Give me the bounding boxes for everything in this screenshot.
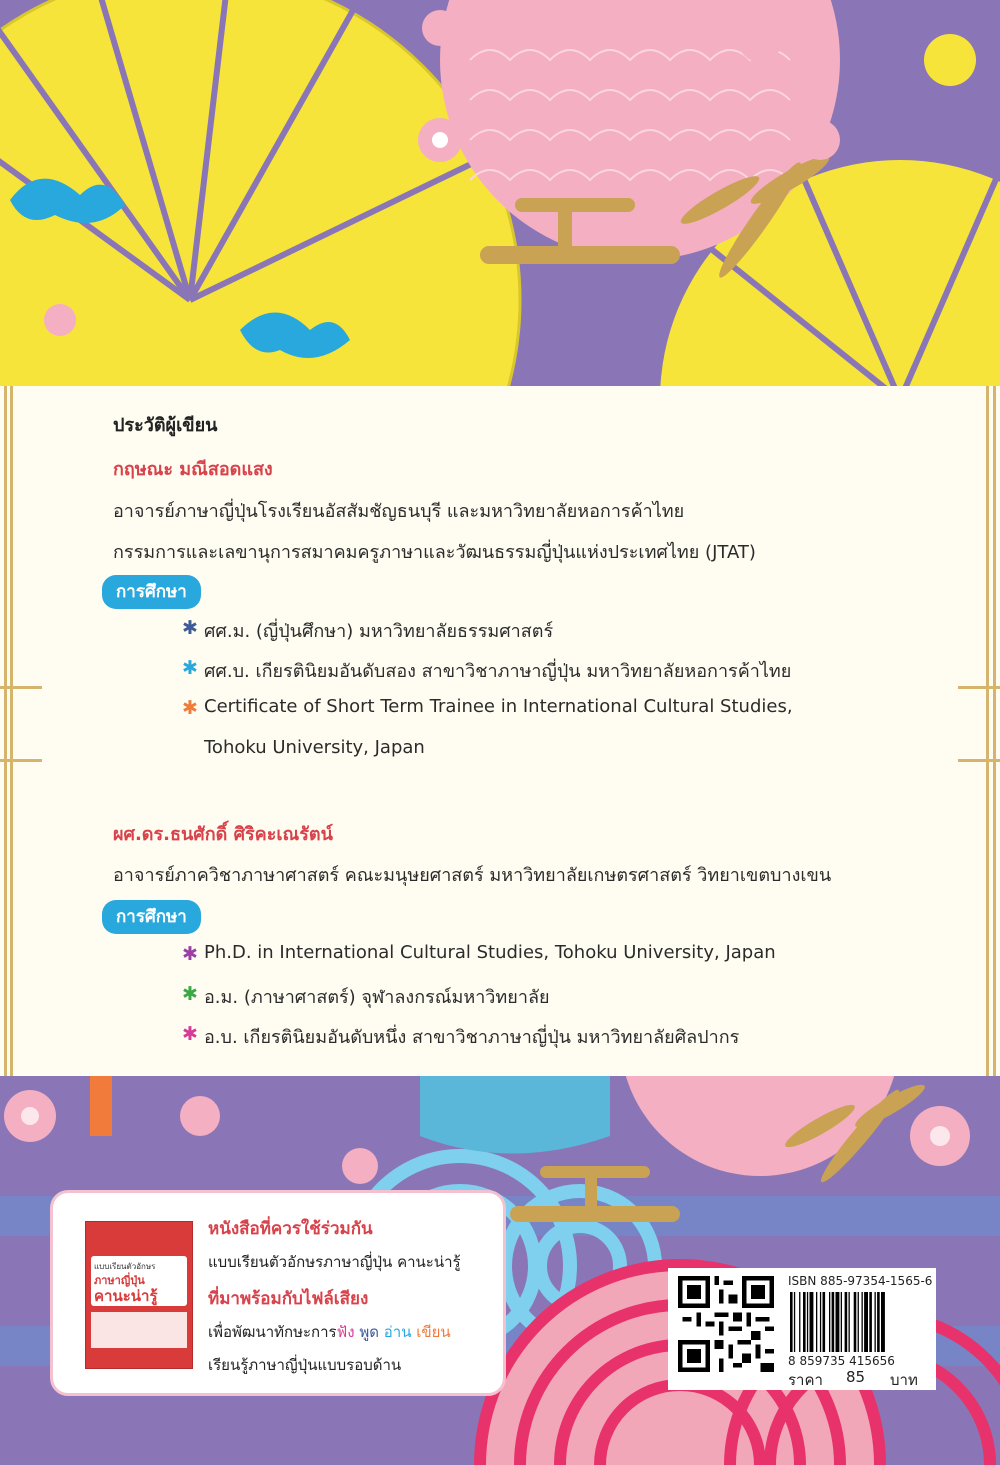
barcode-bar xyxy=(841,1292,842,1352)
asterisk-bullet-icon: ✱ xyxy=(182,617,198,639)
barcode-bar xyxy=(823,1292,826,1352)
companion-book-promo xyxy=(50,1190,506,1396)
promo-title-1: หนังสือที่ควรใช้ร่วมกัน xyxy=(208,1219,373,1239)
asterisk-bullet-icon: ✱ xyxy=(182,657,198,679)
bio-heading: ประวัติผู้เขียน xyxy=(113,415,218,436)
barcode-bar xyxy=(864,1292,868,1352)
barcode-bar xyxy=(832,1292,835,1352)
author-name-1: กฤษณะ มณีสอดแสง xyxy=(113,459,273,480)
barcode-bar xyxy=(810,1292,814,1352)
barcode-bar xyxy=(881,1292,885,1352)
barcode-bar xyxy=(799,1292,800,1352)
promo-line-3: เรียนรู้ภาษาญี่ปุ่นแบบรอบด้าน xyxy=(208,1356,402,1374)
barcode-bar xyxy=(820,1292,821,1352)
barcode-bar xyxy=(829,1292,830,1352)
education-label-1: การศึกษา xyxy=(102,575,201,609)
barcode-bar xyxy=(869,1292,872,1352)
side-ornament-right xyxy=(958,686,1000,762)
barcode-bar xyxy=(862,1292,863,1352)
asterisk-bullet-icon: ✱ xyxy=(182,983,198,1005)
price-unit: บาท xyxy=(890,1371,918,1389)
education-item: ศศ.บ. เกียรตินิยมอันดับสอง สาขาวิชาภาษาญี่ปุ่น มหาวิทยาลัยหอการค้าไทย xyxy=(204,661,792,682)
author-1-position-1: อาจารย์ภาษาญี่ปุ่นโรงเรียนอัสสัมชัญธนบุรี และมหาวิทยาลัยหอการค้าไทย xyxy=(113,501,685,522)
author-name-2: ผศ.ดร.ธนศักดิ์ ศิริคะเณรัตน์ xyxy=(113,824,333,845)
asterisk-bullet-icon: ✱ xyxy=(182,1023,198,1045)
promo-line-2 xyxy=(208,1320,451,1344)
author-bio-panel xyxy=(0,386,1000,1076)
barcode-bar xyxy=(816,1292,817,1352)
book-cover-title-1: ภาษาญี่ปุ่น xyxy=(94,1274,145,1287)
book-cover-thumbnail xyxy=(85,1221,193,1369)
skill-read: อ่าน xyxy=(383,1323,412,1341)
barcode-bar xyxy=(790,1292,793,1352)
barcode-bar xyxy=(854,1292,857,1352)
barcode-bar xyxy=(807,1292,808,1352)
education-item: Ph.D. in International Cultural Studies, Tohoku University, Japan xyxy=(204,942,776,963)
education-item: ศศ.ม. (ญี่ปุ่นศึกษา) มหาวิทยาลัยธรรมศาสตร์ xyxy=(204,621,554,642)
book-cover-subtitle: แบบเรียนตัวอักษร xyxy=(94,1262,156,1271)
barcode-bar xyxy=(877,1292,880,1352)
price-label: ราคา xyxy=(788,1371,823,1389)
barcode-bar xyxy=(849,1292,850,1352)
promo-line-1: แบบเรียนตัวอักษรภาษาญี่ปุ่น คานะน่ารู้ xyxy=(208,1253,461,1271)
barcode-bar xyxy=(803,1292,806,1352)
author-2-position-1: อาจารย์ภาควิชาภาษาศาสตร์ คณะมนุษยศาสตร์ มหาวิทยาลัยเกษตรศาสตร์ วิทยาเขตบางเขน xyxy=(113,865,832,886)
author-1-position-2: กรรมการและเลขานุการสมาคมครูภาษาและวัฒนธรรมญี่ปุ่นแห่งประเทศไทย (JTAT) xyxy=(113,542,756,563)
education-item-continued: Tohoku University, Japan xyxy=(204,737,425,758)
education-item: อ.บ. เกียรตินิยมอันดับหนึ่ง สาขาวิชาภาษาญี่ปุ่น มหาวิทยาลัยศิลปากร xyxy=(204,1027,740,1048)
barcode-number: 8 859735 415656 xyxy=(788,1354,895,1368)
qr-code-icon xyxy=(678,1276,774,1372)
skill-write: เขียน xyxy=(416,1323,451,1341)
promo-line-2-prefix: เพื่อพัฒนาทักษะการ xyxy=(208,1323,337,1341)
barcode-bar xyxy=(794,1292,795,1352)
barcode-bar xyxy=(836,1292,840,1352)
skill-listen: ฟัง xyxy=(336,1323,355,1341)
education-item: อ.ม. (ภาษาศาสตร์) จุฬาลงกรณ์มหาวิทยาลัย xyxy=(204,987,550,1008)
side-ornament-left xyxy=(0,686,42,762)
isbn-text: ISBN 885-97354-1565-6 xyxy=(788,1274,933,1288)
barcode-bar xyxy=(875,1292,876,1352)
book-cover-title-2: คานะน่ารู้ xyxy=(94,1287,158,1305)
education-item: Certificate of Short Term Trainee in International Cultural Studies, xyxy=(204,696,793,717)
price-value: 85 xyxy=(846,1368,866,1386)
skill-speak: พูด xyxy=(359,1323,379,1341)
education-label-2: การศึกษา xyxy=(102,900,201,934)
isbn-price-box xyxy=(668,1268,936,1390)
asterisk-bullet-icon: ✱ xyxy=(182,697,198,719)
top-decorative-artwork xyxy=(0,0,1000,386)
barcode-icon xyxy=(788,1292,930,1352)
asterisk-bullet-icon: ✱ xyxy=(182,943,198,965)
promo-title-2: ที่มาพร้อมกับไฟล์เสียง xyxy=(208,1289,369,1309)
barcode-bar xyxy=(845,1292,848,1352)
barcode-bar xyxy=(858,1292,859,1352)
